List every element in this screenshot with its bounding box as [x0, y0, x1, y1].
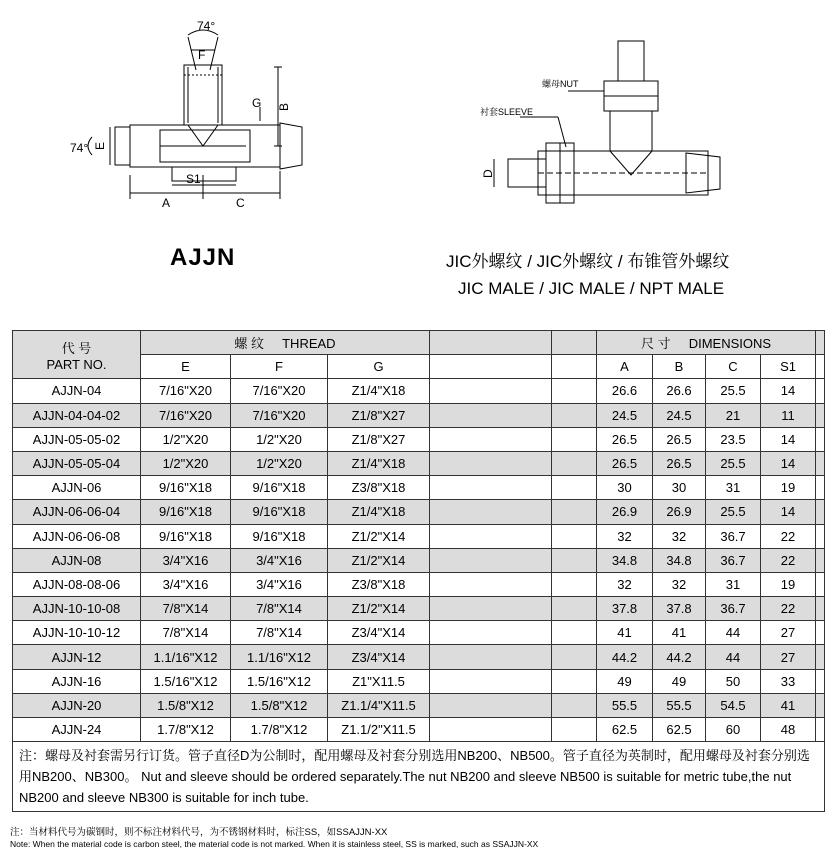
cell-c: 44: [706, 645, 761, 669]
sleeve-label: 衬套SLEEVE: [480, 107, 534, 117]
cell-part: AJJN-04-04-02: [13, 403, 141, 427]
cell-a: 55.5: [597, 693, 653, 717]
cell-spacer: [430, 500, 552, 524]
footer-note-cn: 注：当材料代号为碳钢时，则不标注材料代号，为不锈钢材料时，标注SS，如SSAJJN-XX: [10, 827, 388, 838]
header-spacer: [552, 331, 597, 355]
cell-e: 7/8"X14: [141, 597, 231, 621]
cell-part: AJJN-08: [13, 548, 141, 572]
dim-d-label: D: [481, 169, 495, 178]
cell-f: 1/2"X20: [231, 451, 328, 475]
nut-label: 螺母NUT: [542, 79, 579, 89]
cell-e: 9/16"X18: [141, 500, 231, 524]
cell-g: Z3/4"X14: [328, 621, 430, 645]
cell-f: 9/16"X18: [231, 476, 328, 500]
cell-s1: 14: [761, 427, 816, 451]
header-dim-en: DIMENSIONS: [688, 336, 772, 352]
cell-g: Z1/4"X18: [328, 451, 430, 475]
cell-part: AJJN-10-10-12: [13, 621, 141, 645]
cell-b: 44.2: [653, 645, 706, 669]
cell-b: 62.5: [653, 718, 706, 742]
cell-f: 3/4"X16: [231, 548, 328, 572]
cell-part: AJJN-05-05-02: [13, 427, 141, 451]
cell-a: 32: [597, 572, 653, 596]
cell-f: 1/2"X20: [231, 427, 328, 451]
cell-f: 7/8"X14: [231, 621, 328, 645]
table-row: [13, 379, 825, 403]
cell-s1: 48: [761, 718, 816, 742]
cell-spacer: [816, 548, 825, 572]
cell-g: Z1.1/4"X11.5: [328, 693, 430, 717]
header-dim-cn: 尺 寸: [641, 336, 671, 352]
cell-g: Z1/8"X27: [328, 403, 430, 427]
cell-c: 36.7: [706, 524, 761, 548]
cell-b: 34.8: [653, 548, 706, 572]
table-row: [13, 718, 825, 742]
cell-part: AJJN-06: [13, 476, 141, 500]
header-part-no: [13, 331, 141, 379]
cell-spacer: [430, 379, 552, 403]
cell-spacer: [552, 669, 597, 693]
cell-spacer: [552, 379, 597, 403]
cell-spacer: [816, 403, 825, 427]
cell-f: 7/16"X20: [231, 403, 328, 427]
header-thread-en: THREAD: [282, 336, 336, 352]
col-header-c: C: [706, 355, 761, 379]
table-row: [13, 476, 825, 500]
cell-b: 24.5: [653, 403, 706, 427]
description-en: JIC MALE / JIC MALE / NPT MALE: [458, 279, 725, 298]
cell-g: Z1/2"X14: [328, 548, 430, 572]
cell-b: 30: [653, 476, 706, 500]
cell-e: 3/4"X16: [141, 572, 231, 596]
cell-g: Z1/2"X14: [328, 524, 430, 548]
table-row: [13, 524, 825, 548]
table-row: [13, 572, 825, 596]
col-header-spacer: [552, 355, 597, 379]
cell-b: 32: [653, 572, 706, 596]
col-header-g: G: [328, 355, 430, 379]
header-dimensions: [597, 331, 816, 355]
cell-part: AJJN-04: [13, 379, 141, 403]
cell-spacer: [816, 500, 825, 524]
cell-spacer: [552, 645, 597, 669]
cell-s1: 22: [761, 548, 816, 572]
header-spacer: [816, 331, 825, 355]
cell-e: 3/4"X16: [141, 548, 231, 572]
cell-g: Z3/4"X14: [328, 645, 430, 669]
cell-f: 1.7/8"X12: [231, 718, 328, 742]
cell-f: 1.5/8"X12: [231, 693, 328, 717]
table-row: [13, 597, 825, 621]
col-header-b: B: [653, 355, 706, 379]
cell-s1: 41: [761, 693, 816, 717]
cell-spacer: [816, 572, 825, 596]
cell-s1: 22: [761, 597, 816, 621]
cell-spacer: [552, 597, 597, 621]
cell-a: 32: [597, 524, 653, 548]
cell-c: 21: [706, 403, 761, 427]
cell-f: 9/16"X18: [231, 500, 328, 524]
cell-part: AJJN-10-10-08: [13, 597, 141, 621]
cell-c: 31: [706, 476, 761, 500]
cell-spacer: [430, 621, 552, 645]
cell-e: 1/2"X20: [141, 451, 231, 475]
cell-spacer: [552, 427, 597, 451]
cell-c: 36.7: [706, 548, 761, 572]
dim-e-label: E: [93, 141, 107, 150]
cell-g: Z1"X11.5: [328, 669, 430, 693]
cell-e: 1.1/16"X12: [141, 645, 231, 669]
dim-f-label: F: [198, 48, 206, 62]
cell-part: AJJN-24: [13, 718, 141, 742]
cell-a: 41: [597, 621, 653, 645]
cell-spacer: [430, 427, 552, 451]
cell-spacer: [430, 693, 552, 717]
cell-c: 60: [706, 718, 761, 742]
col-header-spacer: [430, 355, 552, 379]
col-header-spacer: [816, 355, 825, 379]
fitting-dimension-drawing: [70, 15, 310, 215]
header-thread-cn: 螺 纹: [234, 336, 265, 352]
table-row: [13, 403, 825, 427]
header-part-no-en: PART NO.: [46, 356, 107, 372]
cell-spacer: [552, 500, 597, 524]
cell-a: 26.5: [597, 451, 653, 475]
cell-s1: 27: [761, 645, 816, 669]
cell-part: AJJN-06-06-08: [13, 524, 141, 548]
cell-s1: 27: [761, 621, 816, 645]
cell-spacer: [430, 548, 552, 572]
dim-g-label: G: [252, 96, 262, 110]
cell-b: 37.8: [653, 597, 706, 621]
cell-spacer: [552, 718, 597, 742]
cell-part: AJJN-08-08-06: [13, 572, 141, 596]
cell-a: 62.5: [597, 718, 653, 742]
cell-spacer: [552, 548, 597, 572]
cell-spacer: [430, 572, 552, 596]
cell-part: AJJN-05-05-04: [13, 451, 141, 475]
cell-b: 26.5: [653, 427, 706, 451]
footer-note-en: Note: When the material code is carbon steel, the material code is not marked. When it is stainless steel, SS is marked, such as SSAJJN-XX: [10, 839, 539, 849]
cell-e: 1.7/8"X12: [141, 718, 231, 742]
cell-spacer: [430, 669, 552, 693]
cell-e: 1.5/8"X12: [141, 693, 231, 717]
cell-spacer: [816, 476, 825, 500]
cell-a: 37.8: [597, 597, 653, 621]
cell-g: Z1/4"X18: [328, 500, 430, 524]
cell-b: 32: [653, 524, 706, 548]
cell-a: 26.5: [597, 427, 653, 451]
cell-spacer: [552, 403, 597, 427]
cell-spacer: [552, 693, 597, 717]
cell-spacer: [816, 524, 825, 548]
cell-s1: 19: [761, 572, 816, 596]
cell-e: 1/2"X20: [141, 427, 231, 451]
cell-c: 23.5: [706, 427, 761, 451]
cell-f: 1.5/16"X12: [231, 669, 328, 693]
top-angle-label: 74°: [197, 19, 216, 33]
cell-s1: 14: [761, 500, 816, 524]
cell-g: Z3/8"X18: [328, 572, 430, 596]
cell-g: Z1/4"X18: [328, 379, 430, 403]
header-spacer: [430, 331, 552, 355]
cell-spacer: [816, 693, 825, 717]
cell-spacer: [816, 621, 825, 645]
cell-spacer: [430, 403, 552, 427]
cell-a: 49: [597, 669, 653, 693]
cell-spacer: [816, 645, 825, 669]
assembly-drawing: [480, 35, 730, 225]
cell-b: 26.5: [653, 451, 706, 475]
col-header-a: A: [597, 355, 653, 379]
cell-c: 31: [706, 572, 761, 596]
col-header-s1: S1: [761, 355, 816, 379]
cell-a: 24.5: [597, 403, 653, 427]
cell-c: 36.7: [706, 597, 761, 621]
header-thread: [141, 331, 430, 355]
cell-s1: 14: [761, 379, 816, 403]
table-row: [13, 451, 825, 475]
cell-spacer: [430, 451, 552, 475]
cell-part: AJJN-20: [13, 693, 141, 717]
table-row: [13, 621, 825, 645]
col-header-f: F: [231, 355, 328, 379]
dim-b-label: B: [277, 102, 291, 111]
cell-e: 1.5/16"X12: [141, 669, 231, 693]
cell-b: 26.6: [653, 379, 706, 403]
table-row: [13, 693, 825, 717]
cell-spacer: [430, 718, 552, 742]
cell-c: 25.5: [706, 500, 761, 524]
cell-c: 25.5: [706, 379, 761, 403]
cell-g: Z3/8"X18: [328, 476, 430, 500]
cell-b: 55.5: [653, 693, 706, 717]
dim-a-label: A: [162, 196, 171, 210]
cell-spacer: [816, 597, 825, 621]
table-row: [13, 500, 825, 524]
cell-spacer: [430, 645, 552, 669]
cell-a: 34.8: [597, 548, 653, 572]
cell-a: 26.9: [597, 500, 653, 524]
cell-f: 1.1/16"X12: [231, 645, 328, 669]
cell-f: 3/4"X16: [231, 572, 328, 596]
cell-b: 41: [653, 621, 706, 645]
cell-c: 54.5: [706, 693, 761, 717]
cell-spacer: [552, 524, 597, 548]
description-cn: JIC外螺纹 / JIC外螺纹 / 布锥管外螺纹: [446, 252, 730, 271]
cell-spacer: [816, 718, 825, 742]
cell-a: 44.2: [597, 645, 653, 669]
cell-part: AJJN-16: [13, 669, 141, 693]
cell-s1: 33: [761, 669, 816, 693]
cell-part: AJJN-06-06-04: [13, 500, 141, 524]
specification-table: [12, 330, 825, 812]
cell-e: 9/16"X18: [141, 476, 231, 500]
cell-g: Z1/2"X14: [328, 597, 430, 621]
dim-s1-label: S1: [186, 172, 201, 186]
product-code: AJJN: [170, 244, 236, 271]
header-part-no-cn: 代 号: [61, 340, 92, 356]
dim-c-label: C: [236, 196, 245, 210]
cell-spacer: [552, 621, 597, 645]
cell-g: Z1/8"X27: [328, 427, 430, 451]
cell-s1: 11: [761, 403, 816, 427]
cell-spacer: [430, 597, 552, 621]
cell-f: 9/16"X18: [231, 524, 328, 548]
cell-a: 30: [597, 476, 653, 500]
cell-s1: 14: [761, 451, 816, 475]
cell-b: 26.9: [653, 500, 706, 524]
cell-f: 7/8"X14: [231, 597, 328, 621]
cell-f: 7/16"X20: [231, 379, 328, 403]
cell-spacer: [552, 476, 597, 500]
cell-spacer: [816, 427, 825, 451]
cell-s1: 22: [761, 524, 816, 548]
cell-spacer: [816, 451, 825, 475]
left-angle-label: 74°: [70, 141, 89, 155]
cell-spacer: [816, 669, 825, 693]
cell-g: Z1.1/2"X11.5: [328, 718, 430, 742]
cell-c: 25.5: [706, 451, 761, 475]
cell-spacer: [816, 379, 825, 403]
cell-e: 7/16"X20: [141, 403, 231, 427]
table-row: [13, 427, 825, 451]
cell-spacer: [552, 451, 597, 475]
specification-rows: [13, 379, 825, 742]
table-row: [13, 548, 825, 572]
cell-spacer: [430, 524, 552, 548]
cell-c: 44: [706, 621, 761, 645]
cell-e: 9/16"X18: [141, 524, 231, 548]
table-row: [13, 669, 825, 693]
cell-a: 26.6: [597, 379, 653, 403]
table-row: [13, 645, 825, 669]
cell-part: AJJN-12: [13, 645, 141, 669]
cell-spacer: [430, 476, 552, 500]
cell-b: 49: [653, 669, 706, 693]
cell-e: 7/16"X20: [141, 379, 231, 403]
cell-c: 50: [706, 669, 761, 693]
ordering-note: 注：螺母及衬套需另行订货。管子直径D为公制时，配用螺母及衬套分别选用NB200、NB500。管子直径为英制时，配用螺母及衬套分别选用NB200、NB300。 Nut and sleeve should be ordered separately.The nut NB200 and sleeve NB500 is suitable for metric tube,the nut NB200 and sleeve NB300 is suitable for inch tube.: [13, 742, 825, 812]
col-header-e: E: [141, 355, 231, 379]
cell-e: 7/8"X14: [141, 621, 231, 645]
cell-s1: 19: [761, 476, 816, 500]
product-description: [446, 248, 729, 302]
cell-spacer: [552, 572, 597, 596]
